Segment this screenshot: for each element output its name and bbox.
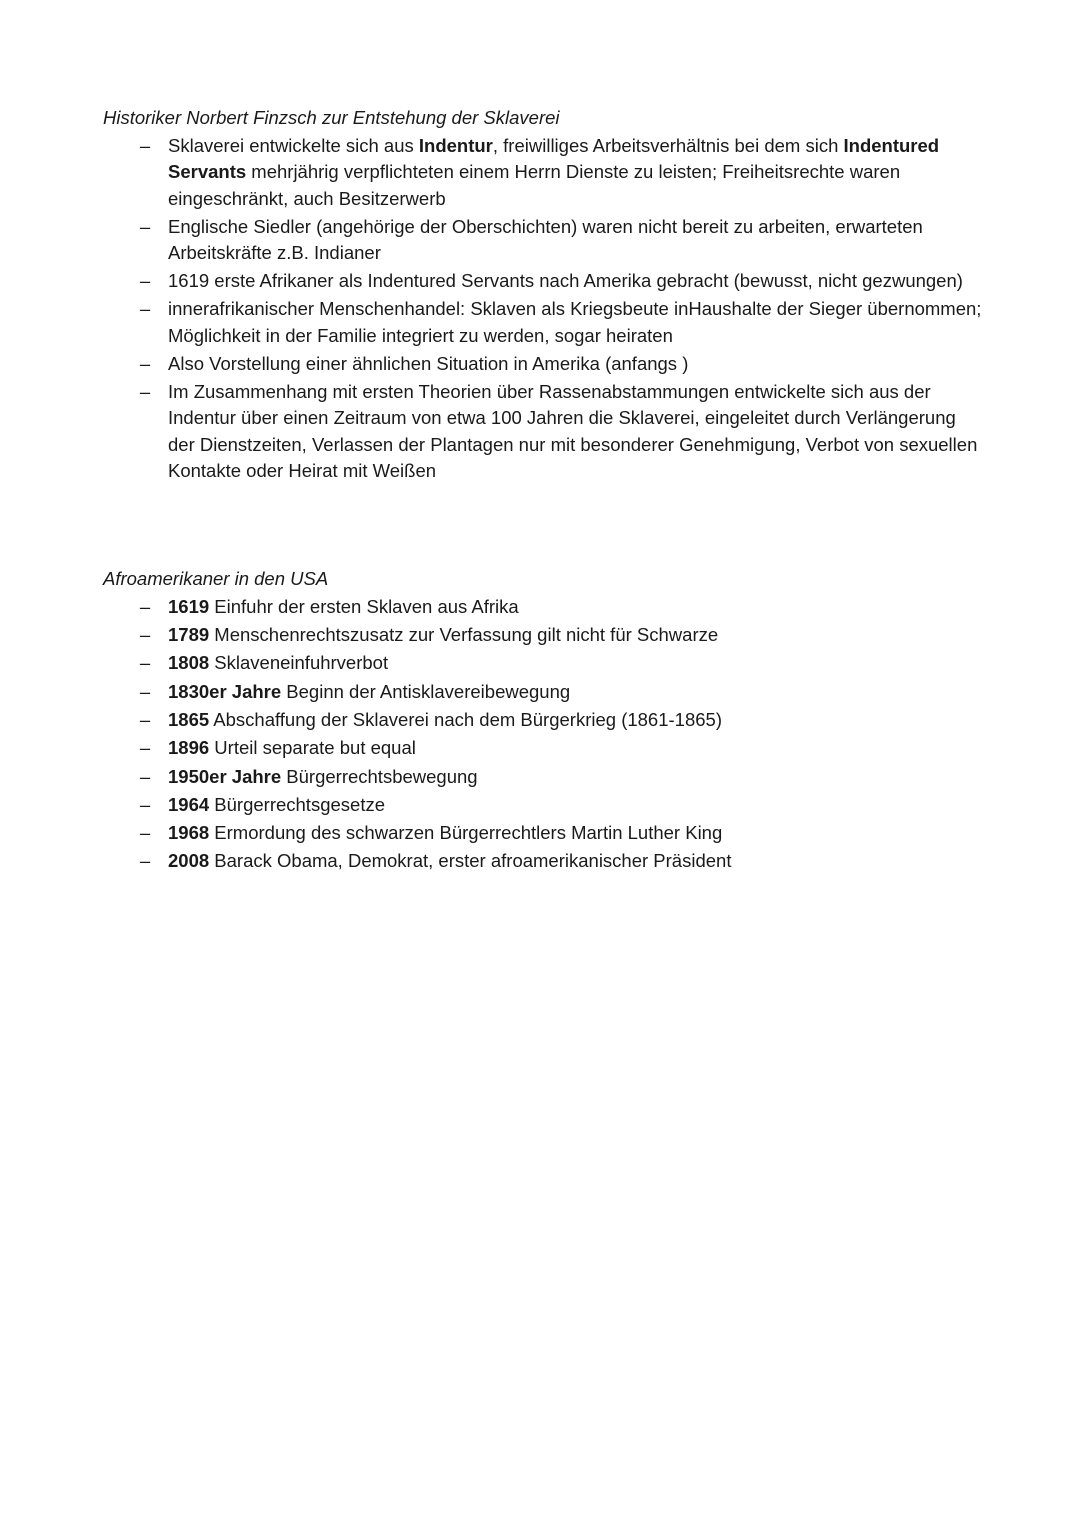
item-text: , freiwilliges Arbeitsverhältnis bei dem sich bbox=[492, 134, 844, 156]
list-item bbox=[103, 214, 983, 267]
timeline-text: Urteil separate but equal bbox=[209, 737, 416, 759]
timeline-text: Bürgerrechtsgesetze bbox=[209, 793, 385, 815]
timeline-year: 1964 bbox=[168, 793, 210, 815]
timeline-item bbox=[103, 820, 983, 847]
timeline-text: Bürgerrechtsbewegung bbox=[281, 765, 478, 787]
list-item bbox=[103, 351, 983, 378]
timeline-item bbox=[103, 707, 983, 734]
timeline-item bbox=[103, 679, 983, 706]
timeline-text: Beginn der Antisklavereibewegung bbox=[281, 680, 571, 702]
dash-bullet: – bbox=[139, 298, 151, 319]
timeline-year: 1865 bbox=[168, 708, 210, 730]
timeline-item bbox=[103, 594, 983, 621]
timeline-item bbox=[103, 622, 983, 649]
section-sklaverei-entstehung bbox=[103, 105, 983, 485]
dash-bullet: – bbox=[139, 737, 151, 759]
timeline-item bbox=[103, 764, 983, 791]
timeline-list bbox=[103, 594, 983, 875]
dash-bullet: – bbox=[139, 822, 151, 844]
item-text: Also Vorstellung einer ähnlichen Situation in Amerika (anfangs ) bbox=[168, 352, 689, 374]
dash-bullet: – bbox=[139, 793, 151, 815]
section-heading: Afroamerikaner in den USA bbox=[103, 568, 329, 589]
timeline-item bbox=[103, 650, 983, 677]
timeline-year: 1789 bbox=[168, 624, 210, 646]
list-item bbox=[103, 296, 983, 349]
timeline-text: Abschaffung der Sklaverei nach dem Bürgerkrieg (1861-1865) bbox=[209, 708, 722, 730]
dash-bullet: – bbox=[139, 680, 151, 702]
timeline-year: 1950er Jahre bbox=[168, 765, 282, 787]
item-term: Indentur bbox=[418, 134, 493, 156]
dash-bullet: – bbox=[139, 380, 151, 402]
timeline-year: 1619 bbox=[168, 595, 210, 617]
section-heading: Historiker Norbert Finzsch zur Entstehung der Sklaverei bbox=[103, 107, 560, 128]
item-text: Im Zusammenhang mit ersten Theorien über Rassenabstammungen entwickelte sich aus der Indentur über einen Zeitraum von etwa 100 Jahren die Sklaverei, eingeleitet durch Verlängerung der Dienstzeiten, Verlassen der Plantagen nur mit besonderer Genehmigung, Verbot von sexuellen Kontakte oder Heirat mit Weißen bbox=[168, 380, 978, 481]
bullet-list bbox=[103, 133, 983, 485]
item-text: Sklaverei entwickelte sich aus bbox=[168, 134, 419, 156]
timeline-year: 1968 bbox=[168, 822, 210, 844]
list-item bbox=[103, 379, 983, 485]
timeline-item bbox=[103, 848, 983, 875]
timeline-year: 1896 bbox=[168, 737, 210, 759]
dash-bullet: – bbox=[139, 624, 151, 646]
item-text: mehrjährig verpflichteten einem Herrn Dienste zu leisten; Freiheitsrechte waren eingeschränkt, auch Besitzerwerb bbox=[168, 161, 901, 209]
timeline-text: Barack Obama, Demokrat, erster afroamerikanischer Präsident bbox=[209, 850, 732, 872]
timeline-text: Ermordung des schwarzen Bürgerrechtlers Martin Luther King bbox=[209, 822, 723, 844]
section-afroamerikaner-timeline bbox=[103, 566, 983, 875]
timeline-item bbox=[103, 735, 983, 762]
dash-bullet: – bbox=[139, 595, 151, 617]
dash-bullet: – bbox=[139, 850, 151, 872]
dash-bullet: – bbox=[139, 652, 151, 674]
timeline-text: Menschenrechtszusatz zur Verfassung gilt nicht für Schwarze bbox=[209, 624, 719, 646]
timeline-year: 1830er Jahre bbox=[168, 680, 282, 702]
timeline-item bbox=[103, 792, 983, 819]
item-term: Indentured Servants bbox=[168, 134, 940, 182]
item-text: innerafrikanischer Menschenhandel: Sklaven als Kriegsbeute inHaushalte der Sieger übernommen; Möglichkeit in der Familie integriert zu werden, sogar heiraten bbox=[168, 298, 982, 346]
list-item bbox=[103, 133, 983, 213]
dash-bullet: – bbox=[139, 765, 151, 787]
item-text: Englische Siedler (angehörige der Oberschichten) waren nicht bereit zu arbeiten, erwarteten Arbeitskräfte z.B. Indianer bbox=[168, 215, 923, 263]
dash-bullet: – bbox=[139, 134, 151, 156]
timeline-year: 2008 bbox=[168, 850, 210, 872]
timeline-text: Einfuhr der ersten Sklaven aus Afrika bbox=[209, 595, 519, 617]
dash-bullet: – bbox=[139, 215, 151, 237]
timeline-text: Sklaveneinfuhrverbot bbox=[209, 652, 389, 674]
dash-bullet: – bbox=[139, 708, 151, 730]
list-item bbox=[103, 268, 983, 295]
dash-bullet: – bbox=[139, 352, 151, 374]
dash-bullet: – bbox=[139, 270, 151, 291]
timeline-year: 1808 bbox=[168, 652, 210, 674]
item-text: 1619 erste Afrikaner als Indentured Servants nach Amerika gebracht (bewusst, nicht gezwungen) bbox=[168, 270, 963, 291]
